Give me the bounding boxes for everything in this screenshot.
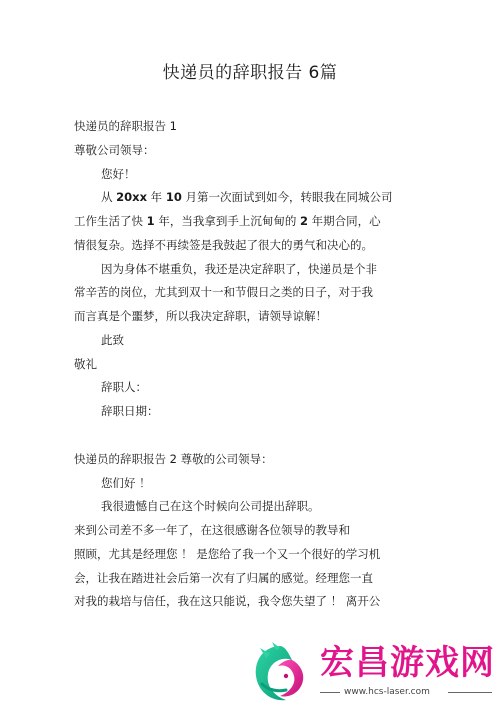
document-title: 快递员的辞职报告 6篇 [162, 63, 338, 83]
watermark-rule-left [320, 692, 340, 693]
letter1-paragraph1-line3: 情很复杂。选择不再续签是我鼓起了很大的勇气和决心的。 [74, 238, 373, 252]
letter1-signer: 辞职人： [101, 380, 147, 394]
letter1-paragraph2-line3: 而言真是个噩梦，所以我决定辞职，请领导谅解！ [74, 309, 327, 323]
letter1-paragraph1-line1 [101, 189, 392, 205]
letter2-greeting: 您们好 ！ [101, 476, 151, 490]
letter1-closing: 此致 [101, 333, 124, 347]
letter2-line5: 对我的栽培与信任，我在这只能说，我令您失望了 ！ 离开公 [74, 594, 381, 608]
text-segment: 年期合同，心 [308, 214, 381, 228]
letter1-paragraph2-line2: 常辛苦的岗位，尤其到双十一和节假日之类的日子，对于我 [74, 285, 373, 299]
text-segment: 工作生活了快 [74, 214, 147, 228]
text-segment: 年 [147, 190, 166, 204]
text-segment: 月第一次面试到如今，转眼我在同城公司 [181, 190, 393, 204]
contract-years-value: 2 [299, 214, 308, 228]
text-segment: 从 [101, 190, 117, 204]
letter2-line3: 照顾，尤其是经理您 ！ 是您给了我一个又一个很好的学习机 [74, 547, 381, 561]
watermark-url: www.hcs-laser.com [344, 687, 430, 697]
letter1-paragraph2-line1: 因为身体不堪重负，我还是决定辞职了，快递员是个非 [101, 262, 377, 276]
year-value: 20xx [116, 190, 147, 204]
letter1-date: 辞职日期： [101, 404, 159, 418]
month-value: 10 [165, 190, 182, 204]
dragon-logo-icon [248, 640, 314, 706]
letter1-paragraph1-line2 [74, 213, 381, 229]
watermark-rule-right [448, 692, 492, 693]
letter2-heading: 快递员的辞职报告 2 尊敬的公司领导： [74, 452, 273, 466]
text-segment: 年，当我拿到手上沉甸甸的 [154, 214, 300, 228]
letter2-line4: 会，让我在踏进社会后第一次有了归属的感觉。经理您一直 [74, 571, 373, 585]
years-value: 1 [146, 214, 155, 228]
letter2-line2: 来到公司差不多一年了，在这很感谢各位领导的教导和 [74, 523, 350, 537]
letter1-salutation: 尊敬公司领导： [74, 143, 155, 157]
watermark-site-name: 宏昌游戏网 [320, 643, 495, 683]
letter1-greeting: 您好！ [101, 167, 136, 181]
letter1-heading: 快递员的辞职报告 1 [74, 119, 177, 133]
letter2-line1: 我很遗憾自己在这个时候向公司提出辞职。 [101, 499, 320, 513]
site-watermark [248, 640, 498, 706]
letter1-regards: 敬礼 [74, 357, 97, 371]
